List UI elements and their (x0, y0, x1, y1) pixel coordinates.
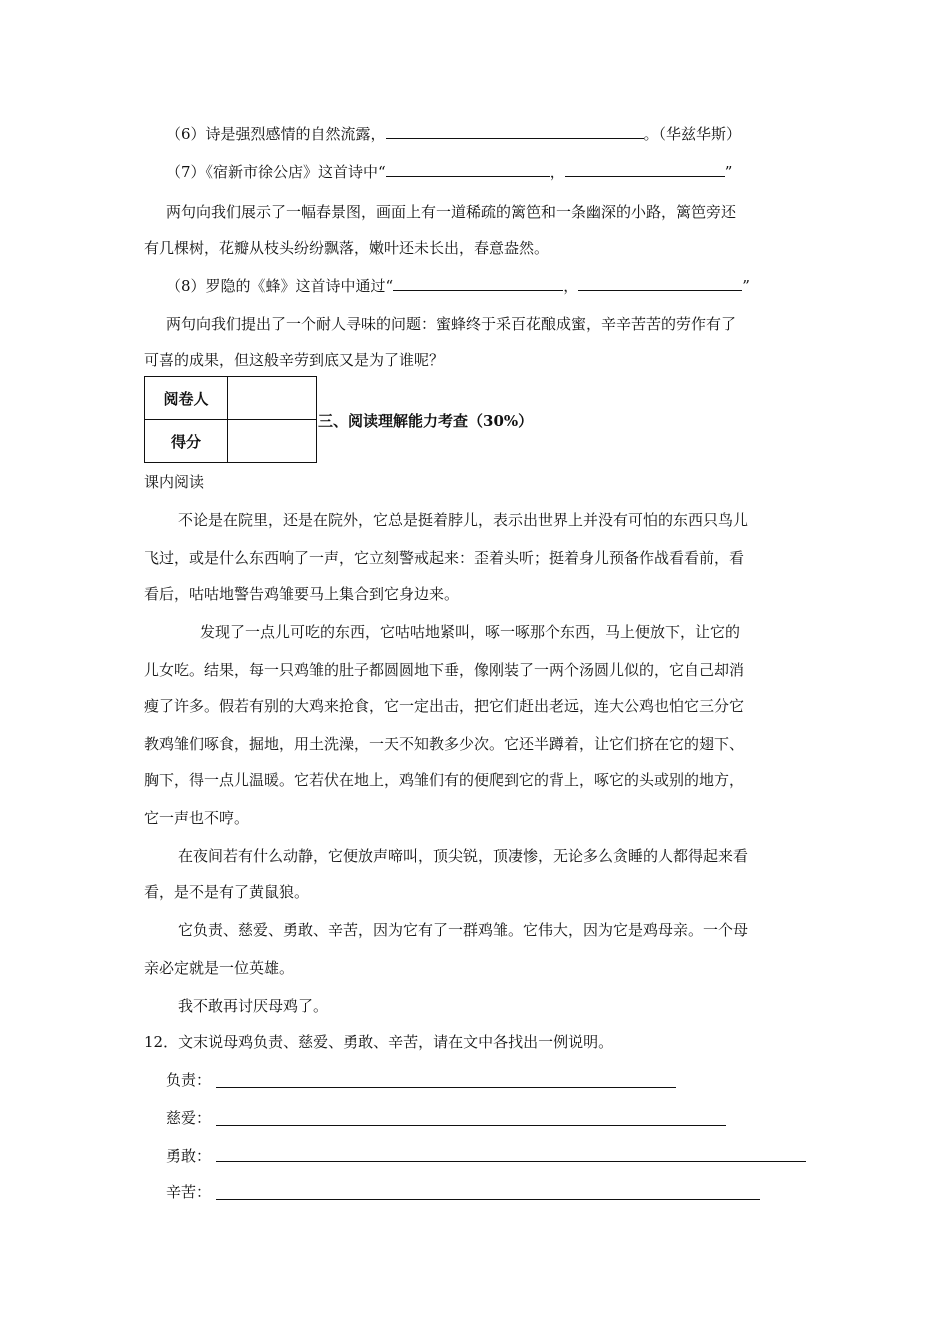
q6-suffix: 。（华兹华斯） (643, 125, 742, 143)
question-7 (166, 162, 732, 182)
q12-answer-line-loving[interactable] (216, 1125, 726, 1126)
score-table (144, 376, 317, 463)
q7-description-line-1: 两句向我们展示了一幅春景图，画面上有一道稀疏的篱笆和一条幽深的小路，篱笆旁还 (166, 203, 737, 221)
passage-p1-line-2: 飞过，或是什么东西响了一声，它立刻警戒起来：歪着头听；挺着身儿预备作战看看前，看 (144, 549, 745, 567)
passage-p1-line-3: 看后，咕咕地警告鸡雏要马上集合到它身边来。 (144, 585, 460, 603)
q12-answer-line-brave[interactable] (216, 1161, 806, 1162)
passage-p4-line-1: 它负责、慈爱、勇敢、辛苦，因为它有了一群鸡雏。它伟大，因为它是鸡母亲。一个母 (178, 921, 749, 939)
passage-p3-line-1: 在夜间若有什么动静，它便放声啼叫，顶尖锐，顶凄惨，无论多么贪睡的人都得起来看 (178, 847, 749, 865)
q7-comma: ， (549, 163, 565, 181)
passage-p2-line-4: 教鸡雏们啄食，掘地，用土洗澡，一天不知教多少次。它还半蹲着，让它们挤在它的翅下、 (144, 735, 745, 753)
q7-description-line-2: 有几棵树，花瓣从枝头纷纷飘落，嫩叶还未长出，春意盎然。 (144, 239, 550, 257)
q8-prefix: （8）罗隐的《蜂》这首诗中通过“ (166, 277, 394, 295)
section-3-heading: 三、阅读理解能力考查（30%） (318, 412, 534, 430)
passage-p1-line-1: 不论是在院里，还是在院外，它总是挺着脖儿，表示出世界上并没有可怕的东西只鸟儿 (178, 511, 749, 529)
question-12-prompt: 12．文末说母鸡负责、慈爱、勇敢、辛苦，请在文中各找出一例说明。 (144, 1033, 614, 1051)
q8-comma: ， (563, 277, 579, 295)
q7-answer-blank-2[interactable] (565, 162, 725, 177)
question-6 (166, 124, 741, 144)
passage-p4-line-2: 亲必定就是一位英雄。 (144, 959, 295, 977)
q12-label-brave: 勇敢： (166, 1147, 212, 1165)
passage-p5-line-1: 我不敢再讨厌母鸡了。 (178, 997, 329, 1015)
q7-answer-blank-1[interactable] (386, 162, 550, 177)
q6-answer-blank[interactable] (386, 124, 644, 139)
q7-suffix: ” (724, 163, 733, 181)
q12-answer-line-responsible[interactable] (216, 1087, 676, 1088)
score-cell[interactable] (228, 420, 317, 463)
question-8 (166, 276, 750, 296)
q12-label-hardworking: 辛苦： (166, 1183, 212, 1201)
q8-answer-blank-1[interactable] (393, 276, 563, 291)
passage-p2-line-5: 胸下，得一点儿温暖。它若伏在地上，鸡雏们有的便爬到它的背上，啄它的头或别的地方， (144, 771, 745, 789)
passage-p2-line-3: 瘦了许多。假若有别的大鸡来抢食，它一定出击，把它们赶出老远，连大公鸡也怕它三分它 (144, 697, 745, 715)
passage-p2-line-6: 它一声也不哼。 (144, 809, 250, 827)
passage-p2-line-1: 发现了一点儿可吃的东西，它咕咕地紧叫，啄一啄那个东西，马上便放下，让它的 (200, 623, 741, 641)
q12-answer-line-hardworking[interactable] (216, 1199, 760, 1200)
section-3-subheading: 课内阅读 (144, 473, 205, 491)
passage-p2-line-2: 儿女吃。结果，每一只鸡雏的肚子都圆圆地下垂，像刚装了一两个汤圆儿似的，它自己却消 (144, 661, 745, 679)
score-label: 得分 (145, 420, 228, 463)
q8-suffix: ” (742, 277, 750, 295)
q8-description-line-1: 两句向我们提出了一个耐人寻味的问题：蜜蜂终于采百花酿成蜜，辛辛苦苦的劳作有了 (166, 315, 737, 333)
q7-prefix: （7）《宿新市徐公店》这首诗中“ (166, 163, 386, 181)
q6-prefix: （6）诗是强烈感情的自然流露， (166, 125, 386, 143)
reviewer-label: 阅卷人 (145, 377, 228, 420)
q12-label-responsible: 负责： (166, 1071, 212, 1089)
reviewer-cell[interactable] (228, 377, 317, 420)
q8-answer-blank-2[interactable] (578, 276, 742, 291)
passage-p3-line-2: 看，是不是有了黄鼠狼。 (144, 883, 310, 901)
q8-description-line-2: 可喜的成果，但这般辛劳到底又是为了谁呢？ (144, 351, 445, 369)
q12-label-loving: 慈爱： (166, 1109, 212, 1127)
